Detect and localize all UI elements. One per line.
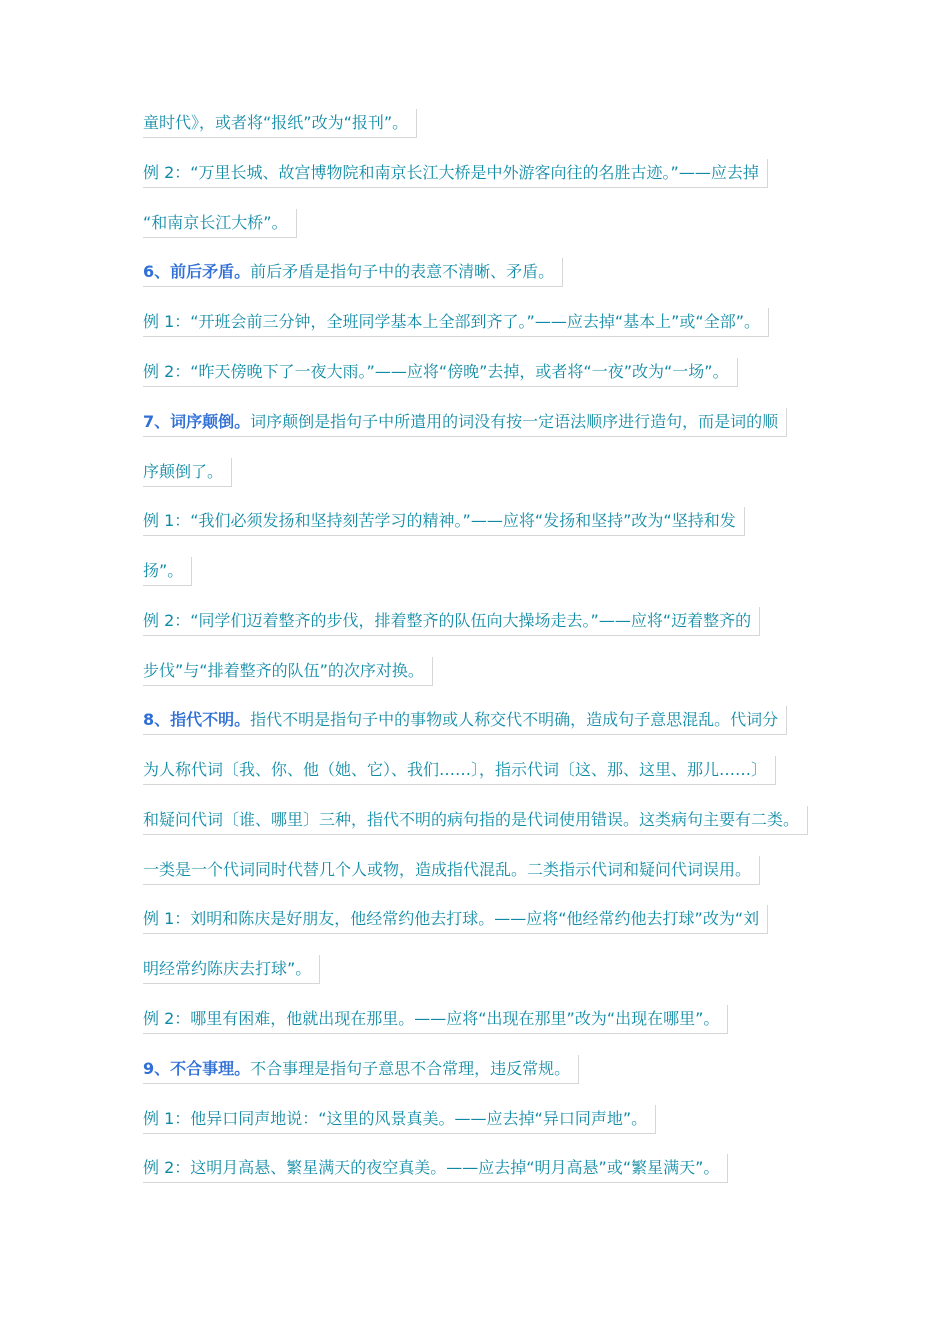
text-line (143, 358, 738, 387)
text-line (143, 806, 808, 835)
text-line (143, 557, 192, 586)
line-text: 例 1：他异口同声地说：“这里的风景真美。——应去掉“异口同声地”。 (143, 1109, 648, 1128)
line-text: 例 2：这明月高悬、繁星满天的夜空真美。——应去掉“明月高悬”或“繁星满天”。 (143, 1158, 720, 1177)
line-text: 童时代》，或者将“报纸”改为“报刊”。 (143, 113, 409, 132)
line-text: 指代不明是指句子中的事物或人称交代不明确，造成句子意思混乱。代词分 (250, 710, 779, 729)
section-heading: 7、词序颠倒。 (143, 412, 251, 431)
text-line (143, 756, 776, 785)
text-line (143, 856, 760, 885)
text-line (143, 706, 787, 735)
line-text: 一类是一个代词同时代替几个人或物，造成指代混乱。二类指示代词和疑问代词误用。 (143, 860, 752, 879)
text-line (143, 159, 768, 188)
line-text: 例 1：“开班会前三分钟，全班同学基本上全部到齐了。”——应去掉“基本上”或“全部”。 (143, 312, 761, 331)
line-text: 扬”。 (143, 561, 184, 580)
text-line (143, 1055, 579, 1084)
text-line (143, 1105, 656, 1134)
text-line (143, 607, 760, 636)
line-text: 例 1：“我们必须发扬和坚持刻苦学习的精神。”——应将“发扬和坚持”改为“坚持和发 (143, 511, 736, 530)
line-text: 序颠倒了。 (143, 462, 224, 481)
line-text: 为人称代词〔我、你、他（她、它）、我们……〕，指示代词〔这、那、这里、那儿……〕 (143, 760, 768, 779)
text-line (143, 308, 769, 337)
line-text: 明经常约陈庆去打球”。 (143, 959, 312, 978)
line-text: 例 2：“昨天傍晚下了一夜大雨。”——应将“傍晚”去掉，或者将“一夜”改为“一场”。 (143, 362, 729, 381)
line-text: 词序颠倒是指句子中所遣用的词没有按一定语法顺序进行造句，而是词的顺 (250, 412, 779, 431)
line-text: 例 2：哪里有困难，他就出现在那里。——应将“出现在那里”改为“出现在哪里”。 (143, 1009, 720, 1028)
text-line (143, 905, 768, 934)
section-heading: 9、不合事理。 (143, 1059, 251, 1078)
line-text: 步伐”与“排着整齐的队伍”的次序对换。 (143, 661, 424, 680)
line-text: “和南京长江大桥”。 (143, 213, 288, 232)
line-text: 例 2：“同学们迈着整齐的步伐，排着整齐的队伍向大操场走去。”——应将“迈着整齐的 (143, 611, 752, 630)
text-line (143, 657, 433, 686)
line-text: 例 2：“万里长城、故宫博物院和南京长江大桥是中外游客向往的名胜古迹。”——应去掉 (143, 163, 759, 182)
text-line (143, 1005, 728, 1034)
line-text: 前后矛盾是指句子中的表意不清晰、矛盾。 (250, 262, 555, 281)
text-line (143, 507, 745, 536)
text-line (143, 209, 297, 238)
line-text: 不合事理是指句子意思不合常理，违反常规。 (250, 1059, 571, 1078)
text-line (143, 458, 232, 487)
line-text: 和疑问代词〔谁、哪里〕三种，指代不明的病句指的是代词使用错误。这类病句主要有二类。 (143, 810, 800, 829)
text-line (143, 1154, 728, 1183)
section-heading: 8、指代不明。 (143, 710, 251, 729)
text-line (143, 109, 417, 138)
line-text: 例 1：刘明和陈庆是好朋友，他经常约他去打球。——应将“他经常约他去打球”改为“刘 (143, 909, 760, 928)
text-line (143, 955, 320, 984)
text-line (143, 408, 787, 437)
section-heading: 6、前后矛盾。 (143, 262, 251, 281)
text-line (143, 258, 563, 287)
